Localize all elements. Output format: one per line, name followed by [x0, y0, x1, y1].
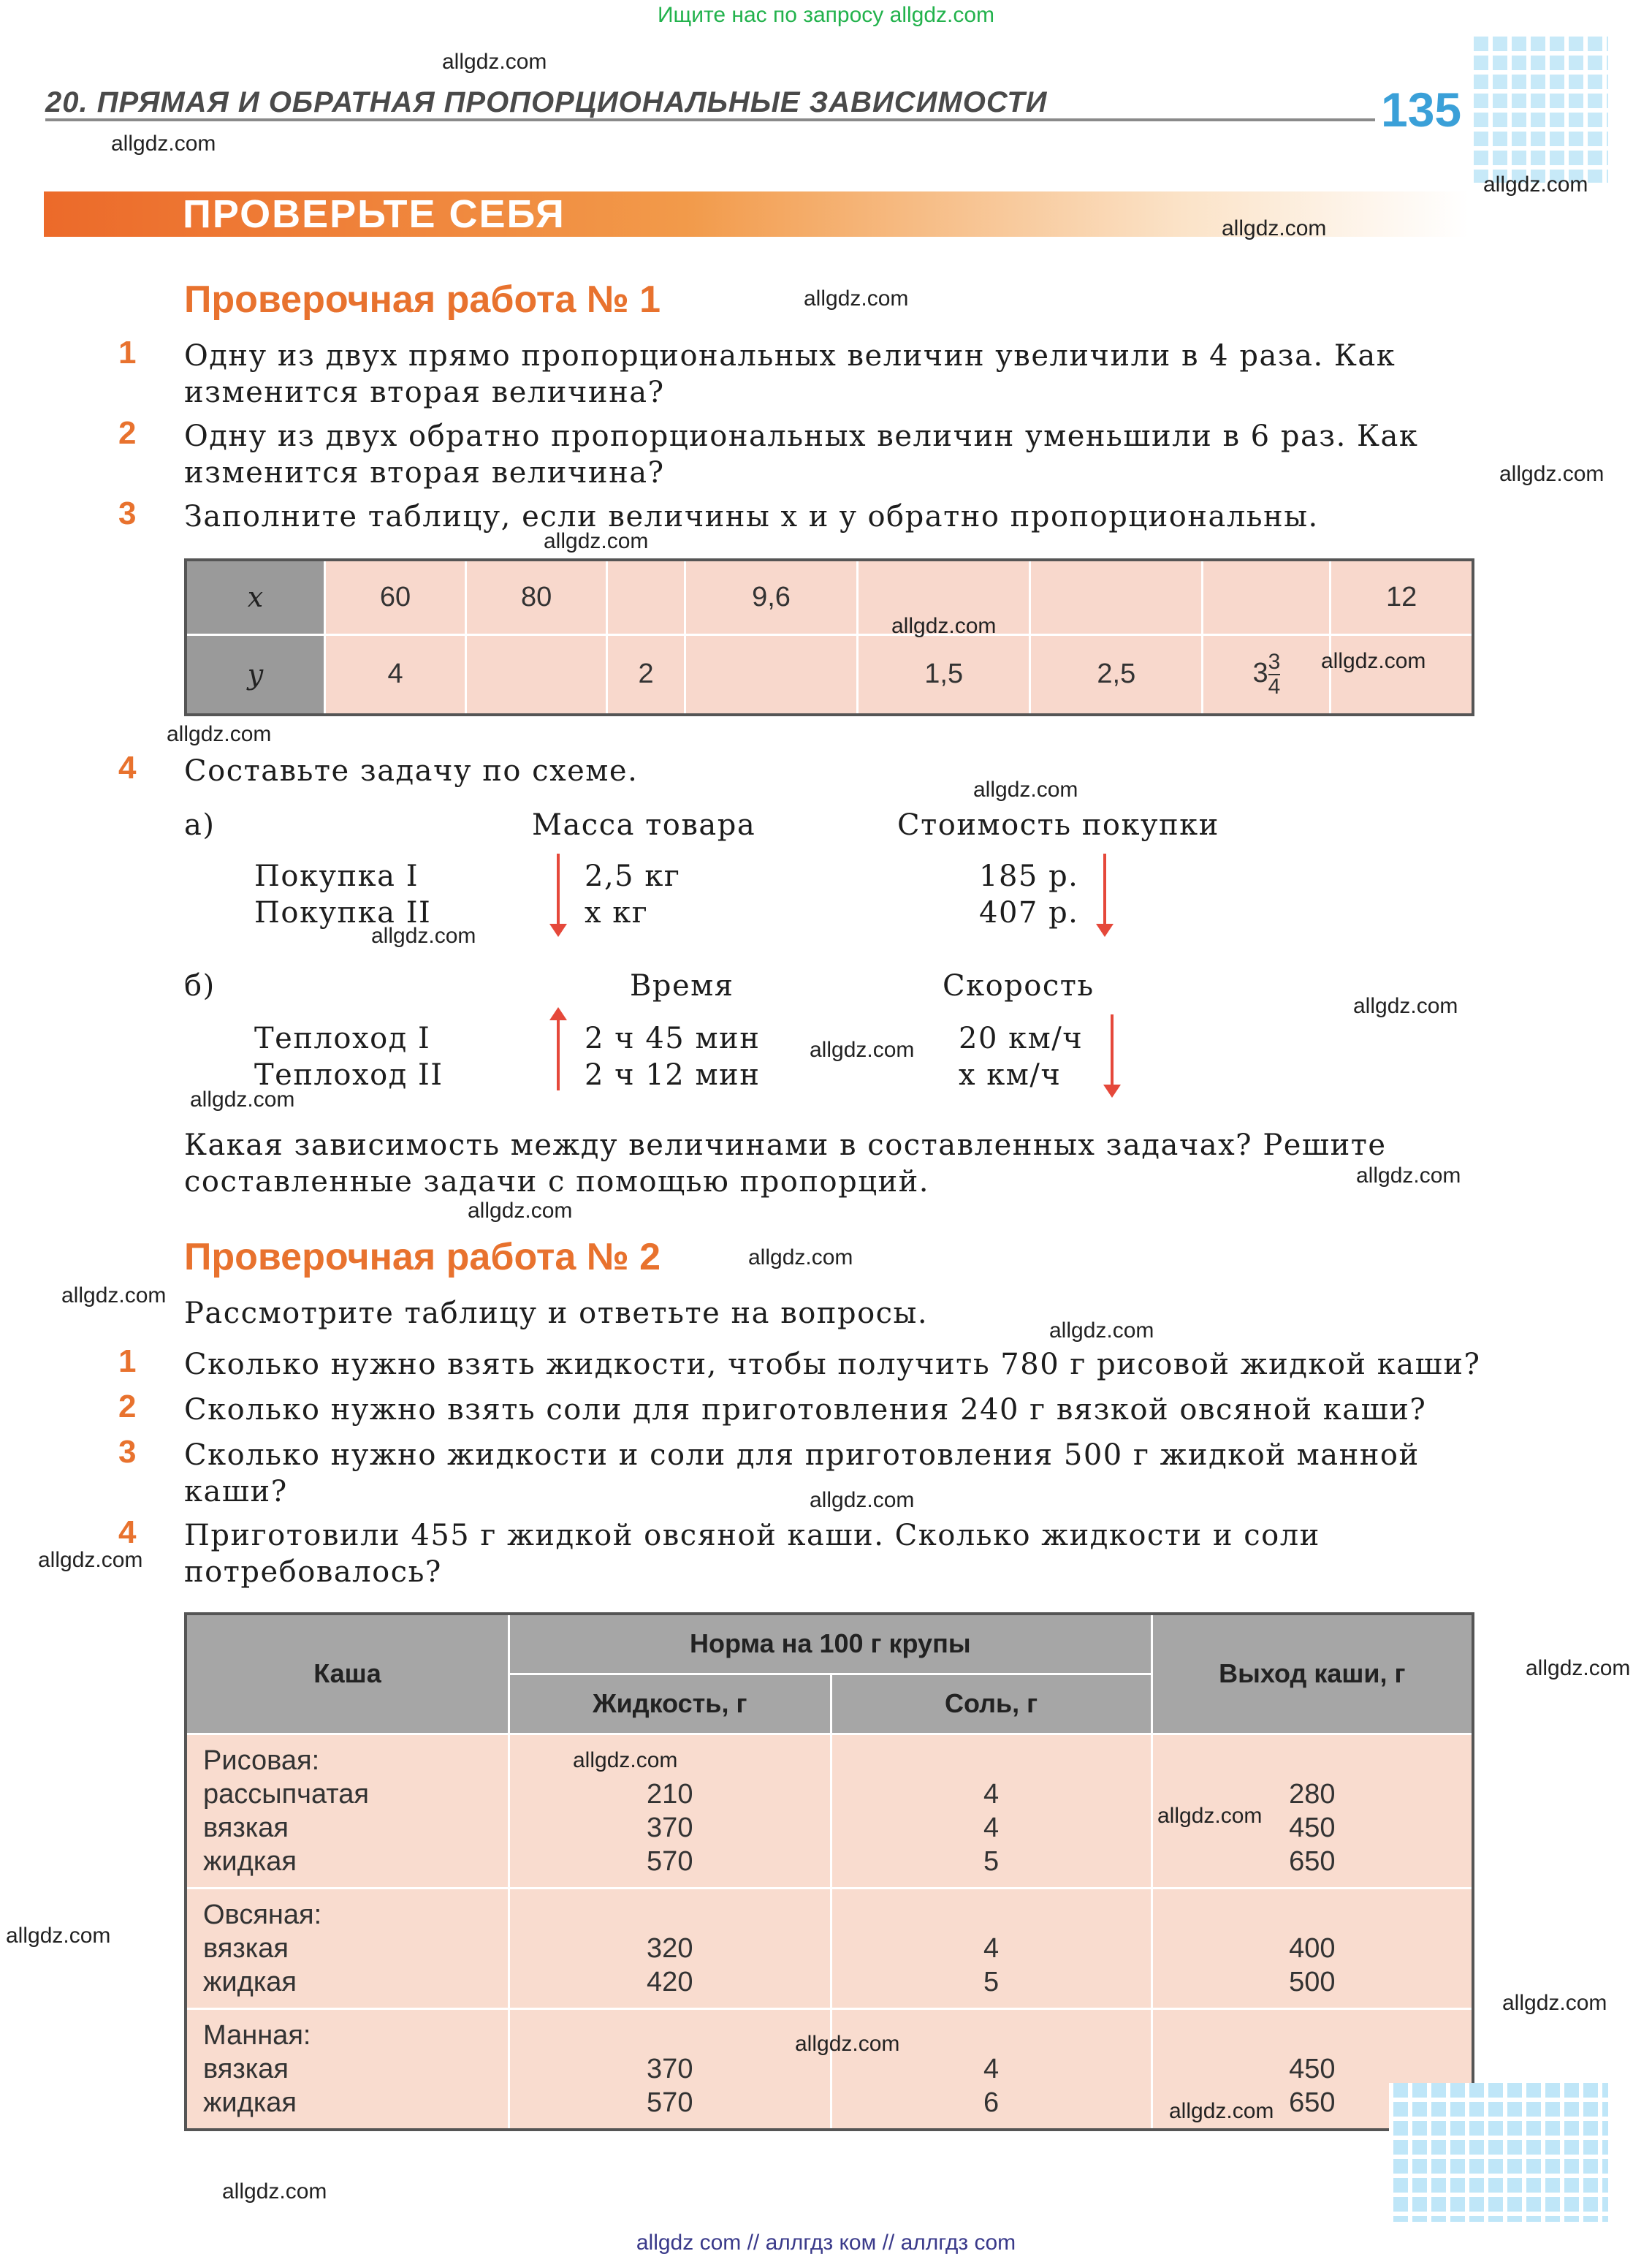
header-kasha: Каша — [186, 1614, 509, 1734]
output-value: 500 — [1289, 1966, 1336, 1997]
task-text: Сколько нужно взять жидкости, чтобы получить 780 г рисовой жидкой каши? — [184, 1348, 1481, 1381]
output-value: 450 — [1289, 2053, 1336, 2084]
salt-value: 4 — [983, 1778, 1000, 1810]
scheme-b-t2: 2 ч 12 мин — [585, 1058, 761, 1092]
page-number: 135 — [1381, 83, 1462, 137]
task-number: 2 — [118, 415, 137, 451]
salt-value: 4 — [983, 1932, 1000, 1964]
watermark: allgdz.com — [748, 1245, 853, 1269]
y-cell-mixed-fraction — [1203, 634, 1331, 715]
table-row-rice — [186, 1734, 1473, 1888]
group-name: Рисовая: — [203, 1745, 320, 1776]
watermark: allgdz.com — [810, 1488, 915, 1512]
xy-table — [184, 558, 1474, 716]
y-cell: 4 — [325, 634, 466, 715]
output-value: 400 — [1289, 1932, 1336, 1964]
salt-value: 6 — [983, 2087, 1000, 2118]
scheme-b-label: б) — [184, 969, 216, 1003]
salt-value: 5 — [983, 1966, 1000, 1997]
table-row-oat — [186, 1888, 1473, 2008]
task-number: 4 — [118, 1514, 137, 1550]
watermark: allgdz.com — [804, 286, 909, 311]
watermark: allgdz.com — [1483, 172, 1588, 197]
decorative-tiles-top — [1469, 37, 1608, 183]
down-arrow-icon — [1111, 1014, 1114, 1088]
liquid-value: 570 — [647, 2087, 693, 2118]
watermark: allgdz.com — [1321, 649, 1426, 673]
header-salt: Соль, г — [831, 1674, 1152, 1734]
x-cell — [1030, 560, 1203, 634]
scheme-b-col1: Время — [630, 969, 734, 1003]
kind: жидкая — [203, 1966, 297, 1997]
liquid-value: 210 — [647, 1778, 693, 1810]
output-value: 450 — [1289, 1812, 1336, 1843]
fraction-denominator: 4 — [1268, 674, 1281, 699]
bottom-banner: allgdz com // аллгдз ком // аллгдз com — [636, 2231, 1016, 2255]
y-cell — [685, 634, 857, 715]
up-arrow-icon — [557, 1017, 560, 1090]
chapter-underline — [45, 118, 1375, 121]
kind: вязкая — [203, 2053, 289, 2084]
chapter-title: 20. ПРЯМАЯ И ОБРАТНАЯ ПРОПОРЦИОНАЛЬНЫЕ ЗАВИСИМОСТИ — [45, 86, 1048, 118]
watermark: allgdz.com — [1222, 216, 1327, 240]
watermark: allgdz.com — [190, 1088, 295, 1112]
watermark: allgdz.com — [111, 132, 216, 156]
header-norm: Норма на 100 г крупы — [509, 1614, 1152, 1674]
group-name: Овсяная: — [203, 1899, 322, 1930]
watermark: allgdz.com — [891, 614, 997, 638]
watermark: allgdz.com — [795, 2032, 900, 2056]
scheme-b-col2: Скорость — [943, 969, 1095, 1003]
x-label: x — [186, 560, 325, 634]
watermark: allgdz.com — [6, 1924, 111, 1948]
task-text: Одну из двух обратно пропорциональных величин уменьшили в 6 раз. Как изменится вторая величина? — [184, 420, 1419, 490]
task-number: 4 — [118, 750, 137, 786]
task-text: Приготовили 455 г жидкой овсяной каши. Сколько жидкости и соли потребовалось? — [184, 1519, 1320, 1589]
scheme-b-s1: 20 км/ч — [959, 1022, 1084, 1055]
liquid-value: 320 — [647, 1932, 693, 1964]
decorative-tiles-bottom — [1389, 2083, 1608, 2222]
watermark: allgdz.com — [1353, 994, 1458, 1018]
header-output: Выход каши, г — [1152, 1614, 1473, 1734]
group-name: Манная: — [203, 2019, 311, 2051]
x-cell: 80 — [466, 560, 607, 634]
scheme-a-row2: Покупка II — [254, 896, 432, 930]
x-cell — [1203, 560, 1331, 634]
watermark: allgdz.com — [442, 50, 547, 74]
watermark: allgdz.com — [371, 924, 476, 948]
output-value: 650 — [1289, 2087, 1336, 2118]
kind: жидкая — [203, 2087, 297, 2118]
work1-question: Какая зависимость между величинами в составленных задачах? Решите составленные задачи с помощью пропорций. — [184, 1128, 1387, 1199]
x-cell: 12 — [1331, 560, 1473, 634]
task-number: 2 — [118, 1389, 137, 1424]
task-text: Одну из двух прямо пропорциональных величин увеличили в 4 раза. Как изменится вторая величина? — [184, 339, 1396, 409]
watermark: allgdz.com — [167, 722, 272, 746]
task-number: 3 — [118, 496, 137, 531]
top-banner: Ищите нас по запросу allgdz.com — [657, 3, 995, 27]
liquid-value: 420 — [647, 1966, 693, 1997]
work2-intro: Рассмотрите таблицу и ответьте на вопросы. — [184, 1297, 929, 1330]
task-number: 3 — [118, 1434, 137, 1470]
x-cell: 60 — [325, 560, 466, 634]
scheme-a-col1: Масса товара — [532, 808, 756, 842]
output-value: 650 — [1289, 1845, 1336, 1877]
task-number: 1 — [118, 1343, 137, 1379]
scheme-b-row2: Теплоход II — [254, 1058, 444, 1092]
kind: жидкая — [203, 1845, 297, 1877]
watermark: allgdz.com — [1169, 2099, 1274, 2123]
check-yourself-title: ПРОВЕРЬТЕ СЕБЯ — [183, 192, 566, 236]
task-number: 1 — [118, 335, 137, 371]
work1-title: Проверочная работа № 1 — [184, 278, 661, 321]
watermark: allgdz.com — [468, 1199, 573, 1223]
scheme-a-col2: Стоимость покупки — [897, 808, 1219, 842]
kind: рассыпчатая — [203, 1778, 369, 1810]
scheme-a-c1: 185 р. — [979, 859, 1079, 893]
scheme-a-label: а) — [184, 808, 216, 842]
scheme-a-c2: 407 р. — [979, 896, 1079, 930]
liquid-value: 370 — [647, 1812, 693, 1843]
watermark: allgdz.com — [38, 1548, 143, 1572]
salt-value: 4 — [983, 1812, 1000, 1843]
fraction-numerator: 3 — [1268, 649, 1281, 674]
header-liquid: Жидкость, г — [509, 1674, 831, 1734]
kind: вязкая — [203, 1812, 289, 1843]
task-text: Сколько нужно жидкости и соли для приготовления 500 г жидкой манной каши? — [184, 1438, 1420, 1508]
watermark: allgdz.com — [1526, 1656, 1631, 1680]
watermark: allgdz.com — [1157, 1804, 1263, 1828]
task-text: Сколько нужно взять соли для приготовления 240 г вязкой овсяной каши? — [184, 1393, 1427, 1427]
watermark: allgdz.com — [810, 1038, 915, 1062]
kind: вязкая — [203, 1932, 289, 1964]
watermark: allgdz.com — [544, 529, 649, 553]
scheme-a-m2: x кг — [585, 896, 649, 930]
liquid-value: 370 — [647, 2053, 693, 2084]
y-cell: 1,5 — [858, 634, 1030, 715]
x-cell — [607, 560, 685, 634]
watermark: allgdz.com — [222, 2179, 327, 2204]
down-arrow-icon — [557, 854, 560, 927]
table-row-semolina — [186, 2008, 1473, 2130]
scheme-b-t1: 2 ч 45 мин — [585, 1022, 761, 1055]
salt-value: 5 — [983, 1845, 1000, 1877]
task-text: Составьте задачу по схеме. — [184, 754, 639, 788]
watermark: allgdz.com — [1502, 1991, 1607, 2015]
y-label: y — [186, 634, 325, 715]
y-cell: 2 — [607, 634, 685, 715]
fraction — [1268, 650, 1281, 699]
scheme-b-s2: x км/ч — [959, 1058, 1062, 1092]
output-value: 280 — [1289, 1778, 1336, 1810]
down-arrow-icon — [1103, 854, 1106, 927]
x-cell: 9,6 — [685, 560, 857, 634]
watermark: allgdz.com — [1356, 1164, 1461, 1188]
task-text: Заполните таблицу, если величины x и y обратно пропорциональны. — [184, 500, 1319, 534]
salt-value: 4 — [983, 2053, 1000, 2084]
scheme-b-row1: Теплоход I — [254, 1022, 431, 1055]
liquid-value: 570 — [647, 1845, 693, 1877]
scheme-a-m1: 2,5 кг — [585, 859, 681, 893]
work2-title: Проверочная работа № 2 — [184, 1236, 661, 1278]
y-cell: 2,5 — [1030, 634, 1203, 715]
watermark: allgdz.com — [973, 778, 1078, 802]
watermark: allgdz.com — [1049, 1318, 1154, 1343]
watermark: allgdz.com — [573, 1748, 678, 1772]
watermark: allgdz.com — [61, 1283, 167, 1308]
scheme-a-row1: Покупка I — [254, 859, 419, 893]
watermark: allgdz.com — [1499, 462, 1605, 486]
mixed-whole: 3 — [1252, 657, 1268, 688]
y-cell — [1331, 634, 1473, 715]
y-cell — [466, 634, 607, 715]
